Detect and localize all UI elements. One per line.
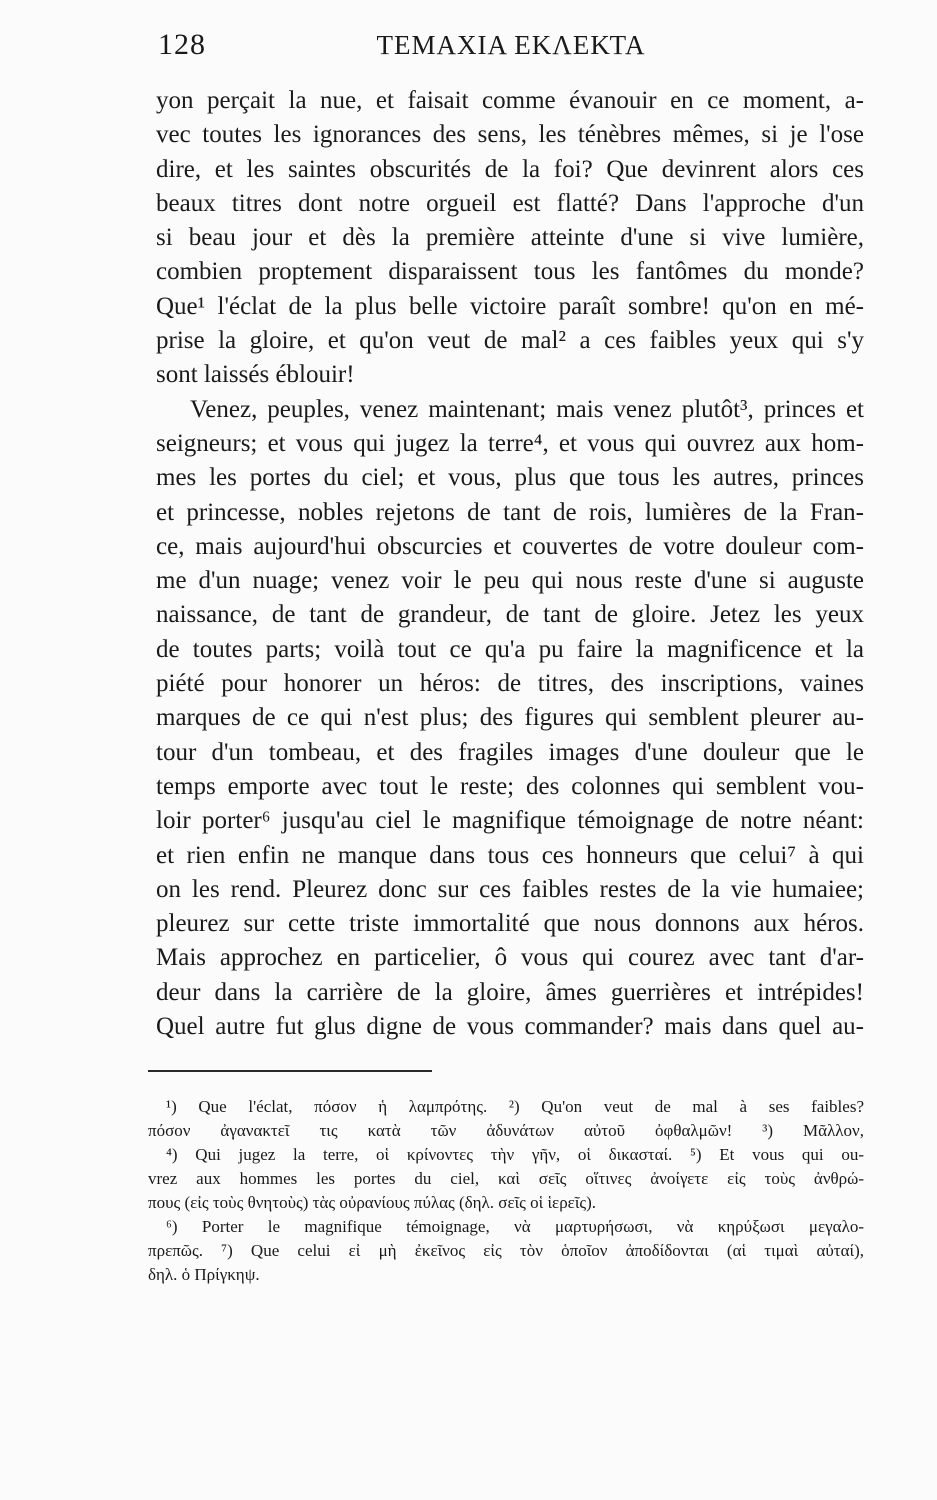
text-line: loir porter⁶ jusqu'au ciel le magnifique témoignage de notre néant: [156,807,864,835]
text-line: dire, et les saintes obscurités de la foi? Que devinrent alors ces [156,155,864,183]
footnote-line: πρεπῶς. ⁷) Que celui εἰ μὴ ἐκεῖνος εἰς τὸν ὁποῖον ἀποδίδονται (αἱ τιμαὶ αὐταί), [148,1241,864,1260]
text-line: de toutes parts; voilà tout ce qu'a pu faire la magnificence et la [156,635,864,663]
text-line: beaux titres dont notre orgueil est flatté? Dans l'approche d'un [156,189,864,217]
text-line: yon perçait la nue, et faisait comme évanouir en ce moment, a- [156,87,864,114]
footnote-line: πόσον ἀγανακτεῖ τις κατὰ τῶν ἀδυνάτων αὐτοῦ ὀφθαλμῶν! ³) Μᾶλλον, [148,1121,864,1140]
running-title: ΤΕΜΑΧΙΑ ΕΚΛΕΚΤΑ [376,30,646,60]
body-text [156,84,864,1044]
running-head [158,26,864,66]
text-line: mes les portes du ciel; et vous, plus que tous les autres, princes [156,464,864,492]
text-line: Que¹ l'éclat de la plus belle victoire paraît sombre! qu'on en mé- [156,292,864,320]
text-line: sont laissés éblouir! [156,361,355,389]
text-line: ce, mais aujourd'hui obscurcies et couvertes de votre douleur com- [156,532,864,560]
text-line: vec toutes les ignorances des sens, les ténèbres mêmes, si je l'ose [156,121,864,149]
text-line: seigneurs; et vous qui jugez la terre⁴, et vous qui ouvrez aux hom- [156,429,864,457]
text-line: Quel autre fut glus digne de vous commander? mais dans quel au- [156,1013,864,1041]
text-line: tour d'un tombeau, et des fragiles images d'une douleur que le [156,738,864,766]
footnote-line: δηλ. ὁ Πρίγκηψ. [148,1265,260,1284]
text-line: me d'un nuage; venez voir le peu qui nous reste d'une si auguste [156,567,864,595]
text-line: naissance, de tant de grandeur, de tant de gloire. Jetez les yeux [156,601,864,629]
text-line: et rien enfin ne manque dans tous ces honneurs que celui⁷ à qui [156,841,864,869]
footnotes [148,1095,864,1287]
text-line: si beau jour et dès la première atteinte d'une si vive lumière, [156,224,864,252]
text-line: Venez, peuples, venez maintenant; mais venez plutôt³, princes et [190,395,864,423]
text-line: deur dans la carrière de la gloire, âmes guerrières et intrépides! [156,978,864,1006]
footnote-line: ⁶) Porter le magnifique témoignage, νὰ μαρτυρήσωσι, νὰ κηρύξωσι μεγαλο- [166,1217,864,1236]
text-line: prise la gloire, et qu'on veut de mal² a ces faibles yeux qui s'y [156,327,864,355]
page-number: 128 [158,28,206,61]
text-line: et princesse, nobles rejetons de tant de rois, lumières de la Fran- [156,498,864,526]
text-line: on les rend. Pleurez donc sur ces faibles restes de la vie humaiee; [156,875,864,903]
text-line: combien proptement disparaissent tous les fantômes du monde? [156,258,864,286]
footnote-line: πους (εἰς τοὺς θνητοὺς) τὰς οὐρανίους πύλας (δηλ. σεῖς οἱ ἱερεῖς). [148,1193,597,1212]
text-line: pleurez sur cette triste immortalité que nous donnons aux héros. [156,910,864,938]
text-line: Mais approchez en particelier, ô vous qui courez avec tant d'ar- [156,944,864,972]
footnote-line: ⁴) Qui jugez la terre, οἱ κρίνοντες τὴν γῆν, οἱ δικασταί. ⁵) Et vous qui ou- [166,1145,864,1164]
footnote-line: ¹) Que l'éclat, πόσον ἡ λαμπρότης. ²) Qu'on veut de mal à ses faibles? [166,1097,864,1116]
text-line: temps emporte avec tout le reste; des colonnes qui semblent vou- [156,772,864,800]
footnote-line: vrez aux hommes les portes du ciel, καὶ σεῖς οἵτινες ἀνοίγετε εἰς τοὺς ἀνθρώ- [148,1169,864,1188]
footnote-separator [148,1070,432,1072]
text-line: marques de ce qui n'est plus; des figures qui semblent pleurer au- [156,704,864,732]
text-line: piété pour honorer un héros: de titres, des inscriptions, vaines [156,670,864,698]
